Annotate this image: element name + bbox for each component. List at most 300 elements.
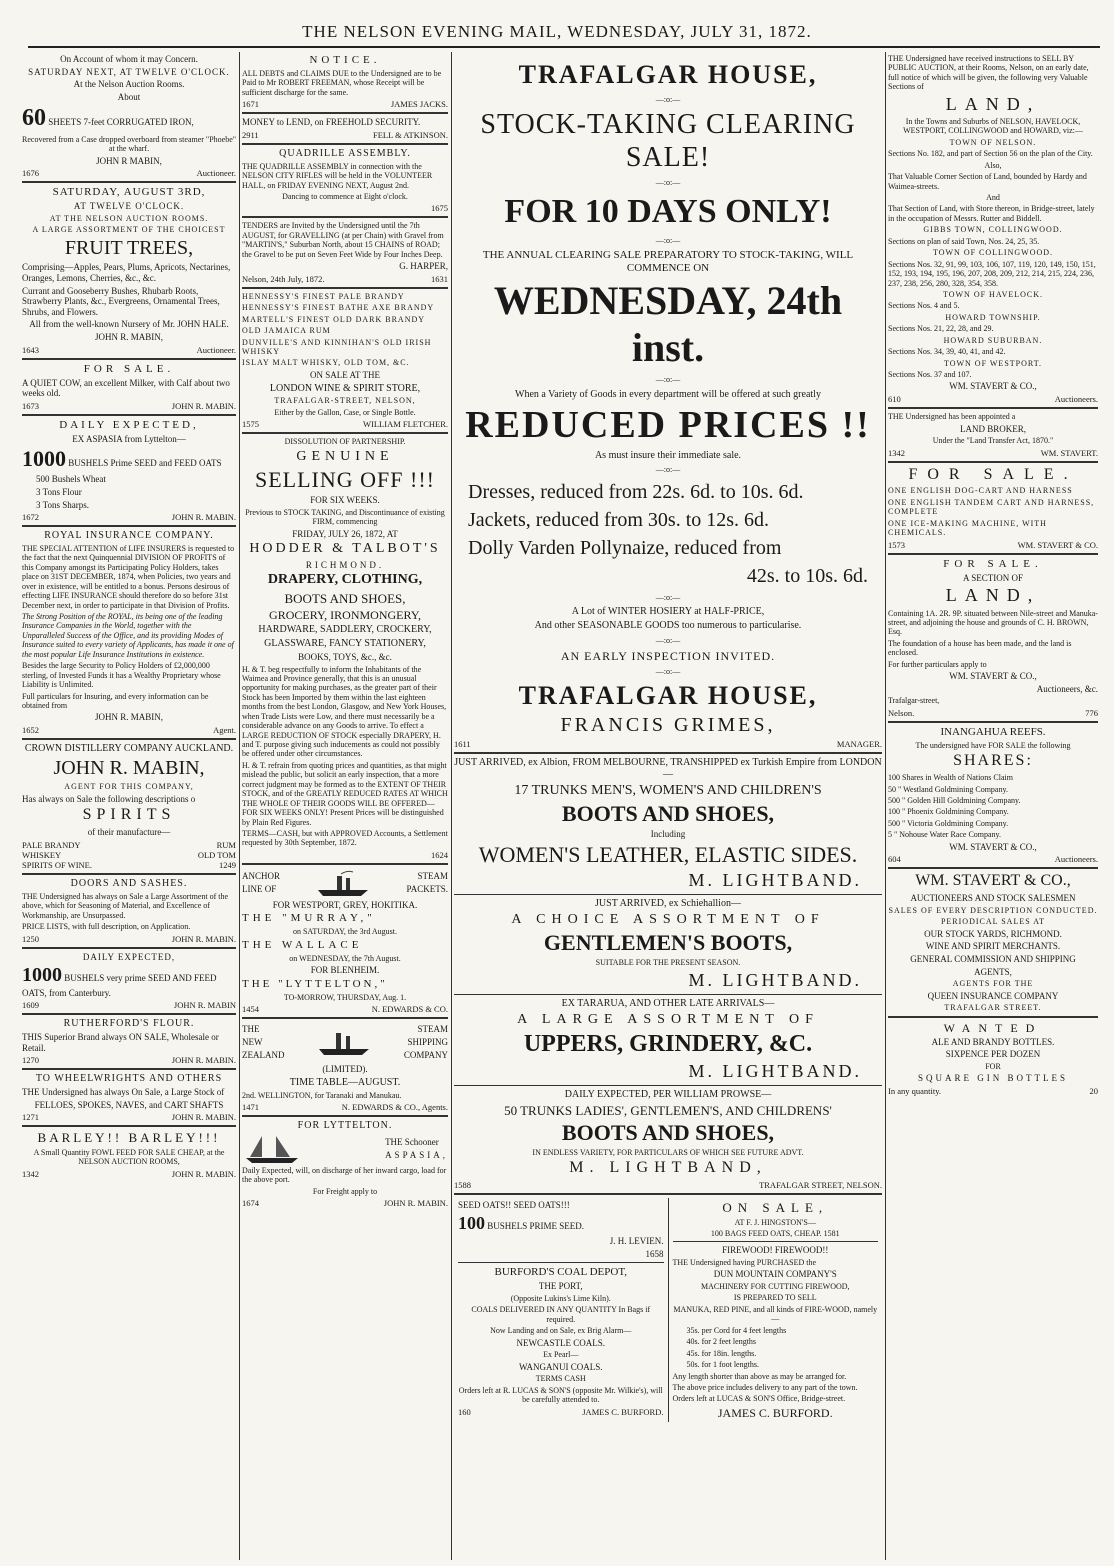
ad-seed-oats-levien	[454, 1198, 668, 1422]
ad-text: Dancing to commence at Eight o'clock.	[282, 192, 408, 202]
ad-text: In the Towns and Suburbs of NELSON, HAVELOCK, WESTPORT, COLLINGWOOD and HOWARD, viz:—	[903, 116, 1083, 136]
ad-dog-cart	[888, 466, 1098, 550]
ad-number: 1658	[645, 1248, 664, 1259]
ad-title: THE WALLACE	[242, 938, 363, 951]
ad-heading: CROWN DISTILLERY COMPANY AUCKLAND.	[24, 743, 234, 755]
ad-text: SUITABLE FOR THE PRESENT SEASON.	[595, 958, 741, 968]
ornament-divider: —:o:—	[655, 178, 681, 188]
ad-text: FELLOES, SPOKES, NAVES, and CART SHAFTS	[34, 1099, 224, 1110]
ad-text: JUST ARRIVED, ex Schiehallion—	[595, 897, 741, 909]
divider	[22, 1125, 236, 1127]
ad-heading: ROYAL INSURANCE COMPANY.	[44, 530, 214, 542]
ad-text: For further particulars apply to	[888, 659, 987, 669]
advertiser: JOHN R. MABIN.	[171, 512, 236, 523]
quantity: 1000	[22, 446, 66, 472]
ad-text: MANUKA, RED PINE, and all kinds of FIRE-WOOD, namely—	[673, 1304, 878, 1324]
advertiser: WILLIAM FLETCHER.	[363, 419, 448, 430]
advertiser: WM. STAVERT.	[1040, 447, 1098, 458]
ad-wanted-bottles	[888, 1021, 1098, 1096]
advertiser: WM. STAVERT & CO.,	[949, 381, 1037, 392]
divider	[454, 1193, 882, 1195]
ad-text: When a Variety of Goods in every department will be offered at such greatly	[515, 388, 821, 400]
ad-title: BOOTS AND SHOES,	[561, 801, 775, 827]
divider	[22, 1013, 236, 1015]
ad-text: JUST ARRIVED, ex Albion, FROM MELBOURNE, TRANSHIPPED ex Turkish Empire from LONDON—	[454, 757, 882, 780]
divider	[454, 1085, 882, 1086]
steamship-icon	[314, 1027, 374, 1057]
ad-text: TOWN OF NELSON.	[949, 137, 1037, 147]
ad-text: of their manufacture—	[87, 827, 171, 838]
ad-corrugated-iron	[22, 54, 236, 178]
ad-heading: A LARGE ASSORTMENT OF	[517, 1011, 819, 1027]
ad-text: THIS Superior Brand always ON SALE, Wholesale or Retail.	[22, 1032, 219, 1053]
ad-text: On Account of whom it may Concern.	[60, 54, 198, 64]
ad-number: 604	[888, 854, 901, 865]
advertiser: JOHN R. MABIN	[173, 1000, 236, 1011]
ad-lightband-schiehallion	[454, 898, 882, 991]
ad-text: As must insure their immediate sale.	[594, 449, 742, 461]
ad-nz-shipping	[242, 1022, 448, 1112]
ad-heading: TO WHEELWRIGHTS AND OTHERS	[35, 1073, 223, 1085]
ad-text: ONE ENGLISH DOG-CART AND HARNESS	[888, 486, 1073, 496]
ad-text: TOWN OF HAVELOCK.	[942, 289, 1044, 299]
column-divider	[885, 52, 886, 1560]
ad-heading: FOR SALE.	[83, 362, 175, 375]
ad-text: EX ASPASIA from Lyttelton—	[72, 433, 186, 444]
ad-feed-oats	[22, 952, 236, 1011]
ad-number: 2911	[242, 129, 259, 140]
ad-number: 1672	[22, 512, 39, 523]
ad-text: DISSOLUTION OF PARTNERSHIP.	[284, 437, 406, 447]
ad-title: STOCK-TAKING CLEARING SALE!	[480, 109, 856, 174]
ad-text: A QUIET COW, an excellent Milker, with Calf about two weeks old.	[22, 377, 230, 399]
ad-royal-insurance	[22, 530, 236, 735]
ad-text: OLD JAMAICA RUM	[242, 326, 331, 336]
ad-text: The above price includes delivery to any part of the town.	[672, 1382, 858, 1392]
ad-title: JOHN R. MABIN,	[53, 756, 205, 779]
divider	[22, 525, 236, 527]
ad-heading: FOR SALE.	[943, 557, 1043, 570]
ad-number: 1270	[22, 1055, 39, 1066]
ad-title: UPPERS, GRINDERY, &C.	[523, 1031, 813, 1058]
column-divider	[451, 52, 452, 1560]
ad-heading: NEWCASTLE COALS.	[516, 1337, 605, 1348]
share-line: 5 " Nohouse Water Race Company.	[888, 830, 1002, 840]
masthead	[0, 0, 1114, 44]
ad-text: HOWARD SUBURBAN.	[943, 335, 1043, 345]
divider	[673, 1241, 879, 1242]
advertiser: M. LIGHTBAND.	[688, 1060, 862, 1081]
ad-text: The undersigned have FOR SALE the following	[915, 740, 1071, 750]
ad-heading: FOR BLENHEIM.	[310, 965, 380, 976]
ad-title: TRAFALGAR HOUSE,	[518, 60, 818, 89]
ad-text: Full particulars for Insuring, and every information can be obtained from	[22, 691, 209, 710]
ad-text: Orders left at R. LUCAS & SON'S (opposite Mr. Wilkie's), will be carefully attended to.	[458, 1385, 663, 1405]
ad-text: Nelson.	[888, 707, 915, 718]
ad-heading: BARLEY!! BARLEY!!!	[37, 1130, 221, 1146]
ad-lightband-albion	[454, 757, 882, 891]
column-1	[22, 52, 236, 1560]
ad-text: H. & T. refrain from quoting prices and quantities, as that might mislead the public, but solicit an early inspection, that a more correct judgment may be formed as to the EXTENT OF THEIR STOCK, and of the GREATLY REDUCED RATES AT WHICH THE WHOLE OF THEIR GOODS WILL BE OFFERED—FOR SIX WEEKS ONLY! Present Prices will be distinguished by Plain Red Figures.	[242, 760, 448, 827]
ad-text: Besides the large Security to Policy Holders of £2,000,000 sterling, of Invested Funds it has a Wealthy Proprietary whose Liability is Unlimited.	[22, 661, 221, 690]
ad-text: 50s. for 1 foot lengths.	[686, 1360, 759, 1370]
ad-text: PERIODICAL SALES AT	[940, 917, 1046, 927]
ad-text: SPIRITS OF WINE.	[22, 859, 92, 870]
ad-title: BOOTS AND SHOES,	[284, 590, 406, 606]
ad-text: Nelson, 24th July, 1872.	[242, 273, 325, 284]
ad-text: HARDWARE, SADDLERY, CROCKERY,	[258, 624, 432, 636]
ad-text: Now Landing and on Sale, ex Brig Alarm—	[490, 1326, 632, 1336]
ad-heading: TIME TABLE—AUGUST.	[289, 1076, 401, 1088]
divider	[242, 432, 448, 434]
schooner-icon	[242, 1134, 302, 1164]
ad-heading: DAILY EXPECTED,	[59, 418, 199, 431]
advertiser: JOHN R. MABIN.	[171, 933, 236, 944]
ad-text: 2nd. WELLINGTON, for Taranaki and Manukau.	[242, 1090, 402, 1100]
ad-number: 1674	[242, 1198, 259, 1209]
ad-text: Currant and Gooseberry Bushes, Rhubarb Roots, Strawberry Plants, &c., Evergreens, Ornamental Trees, Shrubs, and Flowers.	[22, 285, 220, 317]
ad-text: BOOKS, TOYS, &c., &c.	[298, 651, 392, 662]
ad-text: OLD TOM	[197, 849, 236, 860]
divider	[22, 181, 236, 183]
ad-number: 1271	[22, 1112, 39, 1123]
ad-heading: A CHOICE ASSORTMENT OF	[511, 911, 825, 927]
ad-text: MONEY to LEND, on FREEHOLD SECURITY.	[242, 117, 421, 128]
ad-title: SELLING OFF !!!	[255, 467, 435, 493]
ad-text: BUSHELS Prime SEED and FEED OATS	[68, 458, 222, 469]
ad-text: 3 Tons Sharps.	[36, 499, 89, 510]
ad-text: SIXPENCE PER DOZEN	[945, 1049, 1041, 1060]
ad-text: TERMS—CASH, but with APPROVED Accounts, a Settlement requested by 30th September, 1872.	[242, 828, 448, 848]
ad-heading: AN EARLY INSPECTION INVITED.	[560, 649, 776, 664]
ad-text: ON SALE AT THE	[310, 369, 380, 380]
advertiser: M. LIGHTBAND,	[569, 1159, 767, 1177]
ad-title: LAND,	[945, 93, 1041, 114]
ad-text: on SATURDAY, the 3rd August.	[292, 927, 397, 937]
divider	[242, 1017, 448, 1019]
ornament-divider: —:o:—	[655, 592, 681, 602]
ad-text: Either by the Gallon, Case, or Single Bottle.	[274, 407, 416, 417]
ad-text: Any length shorter than above as may be arranged for.	[672, 1371, 847, 1381]
ornament-divider: —:o:—	[655, 465, 681, 475]
ad-text: A LARGE ASSORTMENT OF THE CHOICEST	[32, 225, 226, 235]
ad-land-broker	[888, 412, 1098, 458]
share-line: 100 Shares in Wealth of Nations Claim	[888, 773, 1013, 783]
ad-text: AT TWELVE O'CLOCK.	[73, 201, 185, 212]
price-line: Dresses, reduced from 22s. 6d. to 10s. 6d.	[468, 480, 804, 503]
ad-title: FRANCIS GRIMES,	[560, 713, 776, 736]
ad-fruit-trees	[22, 186, 236, 354]
divider	[888, 867, 1098, 869]
ad-text: THE PORT,	[538, 1281, 583, 1292]
ad-number: 1342	[22, 1168, 39, 1179]
ad-title: TRAFALGAR HOUSE,	[518, 680, 818, 710]
ad-number: 1643	[22, 344, 39, 355]
ad-text: In any quantity.	[888, 1086, 942, 1097]
ad-doors-sashes	[22, 878, 236, 944]
ad-text: ONE ICE-MAKING MACHINE, WITH CHEMICALS.	[888, 518, 1047, 538]
ad-text: For Freight apply to	[312, 1186, 378, 1196]
advertiser: JOHN R. MABIN.	[171, 400, 236, 411]
ad-text: Sections Nos. 4 and 5.	[888, 301, 960, 311]
column-4	[888, 52, 1098, 1560]
ad-text: SHEETS 7-feet CORRUGATED IRON,	[48, 117, 194, 128]
ad-text: That Valuable Corner Section of Land, bounded by Hardy and Waimea-streets.	[888, 172, 1087, 191]
ad-text: FOR	[985, 1061, 1001, 1071]
ad-heading: INANGAHUA REEFS.	[940, 725, 1046, 738]
ad-number: 1250	[22, 933, 39, 944]
ad-text: MACHINERY FOR CUTTING FIREWOOD,	[700, 1282, 850, 1292]
ad-text: ANCHOR	[242, 871, 281, 882]
ad-text: (Opposite Lukins's Lime Kiln).	[510, 1293, 611, 1303]
ad-text: HENNESSY'S FINEST BATHE AXE BRANDY	[242, 303, 435, 313]
ad-crown-distillery	[22, 743, 236, 870]
ad-section-of-land	[888, 558, 1098, 718]
advertiser: FELL & ATKINSON.	[372, 129, 448, 140]
steamship-icon	[313, 868, 373, 898]
ad-quadrille	[242, 148, 448, 214]
quantity: 100	[458, 1212, 485, 1233]
advertiser: J. H. LEVIEN.	[609, 1236, 664, 1247]
ad-number: 1573	[888, 539, 905, 550]
ad-text: The Strong Position of the ROYAL, its being one of the leading Insurance Companies in the World, together with the Unparalleled Success of the Office, and its providing Modes of Insurance suited to every variety of Applicants, has made it one of the most popular Life Insurance Institutions in existence.	[22, 612, 234, 659]
ad-text: HENNESSY'S FINEST PALE BRANDY	[242, 291, 405, 301]
ornament-divider: —:o:—	[655, 94, 681, 104]
ad-text: Also,	[984, 160, 1002, 170]
ad-text: STEAM	[417, 1024, 448, 1035]
ad-title: HODDER & TALBOT'S	[249, 541, 441, 557]
ad-title: BOOTS AND SHOES,	[561, 1119, 775, 1145]
ad-heading: AUCTIONEERS AND STOCK SALESMEN	[910, 893, 1076, 904]
ad-text: RUM	[216, 839, 236, 850]
ad-text: DAILY EXPECTED, PER WILLIAM PROWSE—	[564, 1088, 772, 1100]
ad-heading: DAILY EXPECTED,	[82, 951, 176, 962]
ad-title: FRUIT TREES,	[64, 236, 194, 259]
ad-text: Under the "Land Transfer Act, 1870."	[932, 436, 1054, 446]
ad-wine-spirit-store	[242, 292, 448, 429]
divider	[454, 994, 882, 995]
ad-text: EX TARARUA, AND OTHER LATE ARRIVALS—	[561, 997, 775, 1009]
divider	[242, 143, 448, 145]
ad-text: And other SEASONABLE GOODS too numerous to particularise.	[534, 620, 802, 631]
ad-text: THE ANNUAL CLEARING SALE PREPARATORY TO STOCK-TAKING, WILL COMMENCE ON	[482, 249, 854, 275]
ad-text: Recovered from a Case dropped overboard from steamer "Phoebe" at the wharf.	[22, 134, 236, 154]
ad-title: LAND,	[945, 585, 1041, 606]
ad-number: 1624	[431, 849, 448, 860]
ad-text: PRICE LISTS, with full description, on Application.	[22, 922, 191, 932]
ad-text: ONE ENGLISH TANDEM CART AND HARNESS, COMPLETE	[888, 497, 1095, 517]
ad-text: LINE OF	[242, 883, 277, 894]
ad-text: Auctioneers, &c.	[1036, 683, 1098, 694]
divider	[242, 863, 448, 865]
advertiser: WM. STAVERT & CO.	[1017, 539, 1098, 550]
ad-text: Sections Nos. 34, 39, 40, 41, and 42.	[888, 347, 1006, 357]
ad-text: 45s. for 18in. lengths.	[686, 1348, 757, 1358]
ad-text: TRAFALGAR-STREET, NELSON,	[274, 396, 416, 406]
ad-text: And	[986, 193, 1000, 203]
advertiser: JOHN R. MABIN.	[171, 1112, 236, 1123]
column-2	[242, 52, 448, 1560]
price-line: 42s. to 10s. 6d.	[746, 564, 868, 587]
divider	[888, 407, 1098, 409]
quantity: 60	[22, 105, 46, 132]
ad-title: SPIRITS	[82, 806, 176, 824]
ad-title: GENTLEMEN'S BOOTS,	[543, 930, 793, 956]
advertiser: M. LIGHTBAND.	[688, 869, 862, 890]
ad-heading: WANGANUI COALS.	[519, 1361, 603, 1372]
masthead-rule	[28, 46, 1100, 48]
ad-text: QUEEN INSURANCE COMPANY	[927, 990, 1059, 1001]
ad-number: 1342	[888, 447, 905, 458]
divider	[22, 947, 236, 949]
ad-cow-for-sale	[22, 363, 236, 411]
ad-for-lyttelton	[242, 1120, 448, 1208]
ad-title: ASPASIA,	[385, 1149, 448, 1160]
ad-lightband-tararua	[454, 998, 882, 1082]
ad-number: 1249	[219, 859, 236, 870]
share-line: 100 " Phoenix Goldmining Company.	[888, 807, 1009, 817]
ad-number: 1673	[22, 400, 39, 411]
ad-number: 1454	[242, 1004, 259, 1015]
quantity: 1000	[22, 964, 62, 987]
ad-heading: FOR WESTPORT, GREY, HOKITIKA.	[272, 899, 418, 910]
ad-heading: NOTICE.	[309, 54, 381, 66]
ad-text: A Lot of WINTER HOSIERY at HALF-PRICE,	[571, 606, 765, 618]
ad-text: GLASSWARE, FANCY STATIONERY,	[264, 638, 426, 650]
ad-text: About	[117, 91, 141, 102]
divider	[454, 894, 882, 895]
ad-text: Auctioneers.	[1054, 394, 1098, 405]
bottom-ads	[454, 1198, 882, 1422]
ad-text: 35s. per Cord for 4 feet lengths	[686, 1325, 787, 1335]
ad-text: THE SPECIAL ATTENTION of LIFE INSURERS is requested to the fact that the next Quinquennial DIVISION OF PROFITS of this Company amongst its Participating Policy Holders, takes place on 31ST DECEMBER, 1874, when Policies, two years and over in existence, will be entitled to a bonus. Persons desirous of effecting LIFE INSURANCE should therefore do so before 31st December next, in order to participate in that Division of Profits.	[22, 543, 235, 610]
ad-text: Including	[650, 829, 686, 840]
ad-number: 1588	[454, 1180, 471, 1191]
ad-text: 500 Bushels Wheat	[36, 474, 106, 485]
divider	[242, 287, 448, 289]
ad-number: 776	[1085, 707, 1098, 718]
ad-stavert-co	[888, 872, 1098, 1012]
ad-text: TRAFALGAR STREET, NELSON.	[759, 1180, 882, 1191]
share-line: 50 " Westland Goldmining Company.	[888, 784, 1008, 794]
ad-text: AT THE NELSON AUCTION ROOMS.	[49, 213, 209, 223]
ad-title: WEDNESDAY, 24th inst.	[493, 278, 843, 371]
ad-text: ISLAY MALT WHISKY, OLD TOM, &C.	[242, 358, 410, 368]
ad-title: GROCERY, IRONMONGERY,	[269, 608, 421, 623]
ad-heading: WANTED	[943, 1020, 1043, 1035]
ad-text: MARTELL'S FINEST OLD DARK BRANDY	[242, 314, 426, 324]
ad-text: A Small Quantity FOWL FEED FOR SALE CHEAP, at the NELSON AUCTION ROOMS,	[33, 1147, 225, 1167]
ad-title: GENUINE	[296, 448, 394, 464]
divider	[888, 553, 1098, 555]
ad-text: Auctioneers.	[1054, 854, 1098, 865]
advertiser: N. EDWARDS & CO., Agents.	[341, 1102, 448, 1112]
divider	[888, 721, 1098, 723]
advertiser: WM. STAVERT & CO.,	[949, 671, 1037, 682]
ad-text: THE Undersigned has always On Sale, a Large Stock of	[22, 1087, 225, 1098]
ad-heading: QUADRILLE ASSEMBLY.	[279, 147, 411, 159]
ad-text: COALS DELIVERED IN ANY QUANTITY In Bags if required.	[471, 1305, 651, 1324]
ad-text: BUSHELS very prime SEED AND FEED OATS, from Canterbury.	[22, 973, 217, 998]
ad-text: TOWN OF COLLINGWOOD.	[932, 248, 1054, 258]
divider	[242, 1115, 448, 1117]
ad-number: 20	[1089, 1086, 1098, 1097]
advertiser: JAMES JACKS.	[390, 99, 448, 110]
ad-text: Agent.	[213, 725, 236, 735]
advertiser: JAMES C. BURFORD.	[582, 1406, 664, 1417]
ad-text: MANAGER.	[836, 739, 882, 750]
ad-number: 1609	[22, 1000, 39, 1011]
divider	[22, 1068, 236, 1070]
divider	[888, 461, 1098, 463]
ad-text: on WEDNESDAY, the 7th August.	[289, 953, 401, 963]
ad-text: Containing 1A. 2R. 9P. situated between Nile-street and Manuka-street, and adjoining the house and grounds of C. H. BROWN, Esq.	[888, 608, 1098, 637]
ad-wheelwrights	[22, 1073, 236, 1122]
ad-text: Sections No. 182, and part of Section 56 on the plan of the City.	[888, 149, 1093, 159]
ad-title: THE "MURRAY,"	[242, 912, 376, 925]
price-line: Jackets, reduced from 30s. to 12s. 6d.	[468, 508, 770, 531]
ad-text: THE Undersigned has been appointed a	[888, 412, 1016, 422]
ad-text: Has always on Sale the following descriptions o	[22, 793, 196, 804]
ad-text: GENERAL COMMISSION AND SHIPPING	[910, 953, 1076, 964]
ad-tenders	[242, 221, 448, 283]
ad-text: Sections on plan of said Town, Nos. 24, 25, 35.	[888, 236, 1040, 246]
ad-text: AGENTS FOR THE	[952, 979, 1034, 989]
ad-rutherfords-flour	[22, 1018, 236, 1065]
ad-heading: SATURDAY, AUGUST 3RD,	[52, 186, 206, 199]
ad-text: Auctioneer.	[196, 168, 236, 179]
ad-inangahua-reefs	[888, 726, 1098, 865]
ad-text: SALES OF EVERY DESCRIPTION CONDUCTED.	[888, 905, 1098, 915]
ad-heading: ON SALE,	[722, 1200, 829, 1216]
ad-text: SHIPPING	[407, 1036, 448, 1047]
ad-heading: LAND BROKER,	[959, 423, 1026, 434]
ad-text: STEAM	[417, 871, 448, 882]
ad-text: PALE BRANDY	[22, 839, 81, 850]
ad-text: COMPANY	[403, 1049, 448, 1060]
advertiser: G. HARPER,	[399, 261, 448, 272]
ornament-divider: —:o:—	[655, 235, 681, 245]
ad-heading: RUTHERFORD'S FLOUR.	[63, 1018, 195, 1030]
ad-text: BUSHELS PRIME SEED.	[487, 1220, 585, 1231]
ad-text: All from the well-known Nursery of Mr. JOHN HALE.	[29, 319, 229, 330]
ad-text: TENDERS are Invited by the Undersigned until the 7th AUGUST, for GRAVELLING (at per Chain) with Gravel from "MARTIN'S," Suburban North, about 15 CHAINS of ROAD; the Gravel to be put on Seven Feet Wide by Four Inches Deep.	[242, 221, 444, 259]
advertiser: M. LIGHTBAND.	[688, 969, 862, 990]
ad-text: FOR SIX WEEKS.	[310, 495, 380, 506]
ad-lightband-prowse	[454, 1089, 882, 1190]
ad-text: Sections Nos. 37 and 107.	[888, 370, 972, 380]
ad-text: Comprising—Apples, Pears, Plums, Apricots, Nectarines, Oranges, Lemons, Cherries, &c., &c.	[22, 262, 231, 283]
ad-text: OUR STOCK YARDS, RICHMOND.	[924, 928, 1062, 939]
ad-text: THE Undersigned have received instructions to SELL BY PUBLIC AUCTION, at their Rooms, Nelson, on an early date, full notice of which will be given, the following very Valuable Sections of	[888, 54, 1089, 92]
ad-title: SHARES:	[953, 752, 1033, 770]
ad-text: THE	[242, 1024, 260, 1035]
ad-title: REDUCED PRICES !!	[465, 403, 871, 446]
ad-notice	[242, 54, 448, 109]
ad-seed-oats	[22, 419, 236, 522]
divider	[22, 414, 236, 416]
advertiser: JOHN R MABIN,	[96, 155, 162, 166]
ad-number: 1611	[454, 739, 471, 750]
advertiser: JOHN R. MABIN.	[171, 1168, 236, 1179]
divider	[242, 112, 448, 114]
ad-text: Daily Expected, will, on discharge of her inward cargo, load for the above port.	[242, 1165, 447, 1185]
ad-title: LONDON WINE & SPIRIT STORE,	[269, 382, 421, 394]
ad-text: TO-MORROW, THURSDAY, Aug. 1.	[283, 992, 407, 1002]
ad-text: That Section of Land, with Store thereon, in Bridge-street, lately in the occupation of Messrs. Rutter and Biddell.	[888, 204, 1095, 223]
ad-text: THE Undersigned has always on Sale a Large Assortment of the above, which for Seasoning of Material, and Excellence of Workmanship, are Unsurpassed.	[22, 891, 229, 920]
ad-anchor-line	[242, 868, 448, 1014]
